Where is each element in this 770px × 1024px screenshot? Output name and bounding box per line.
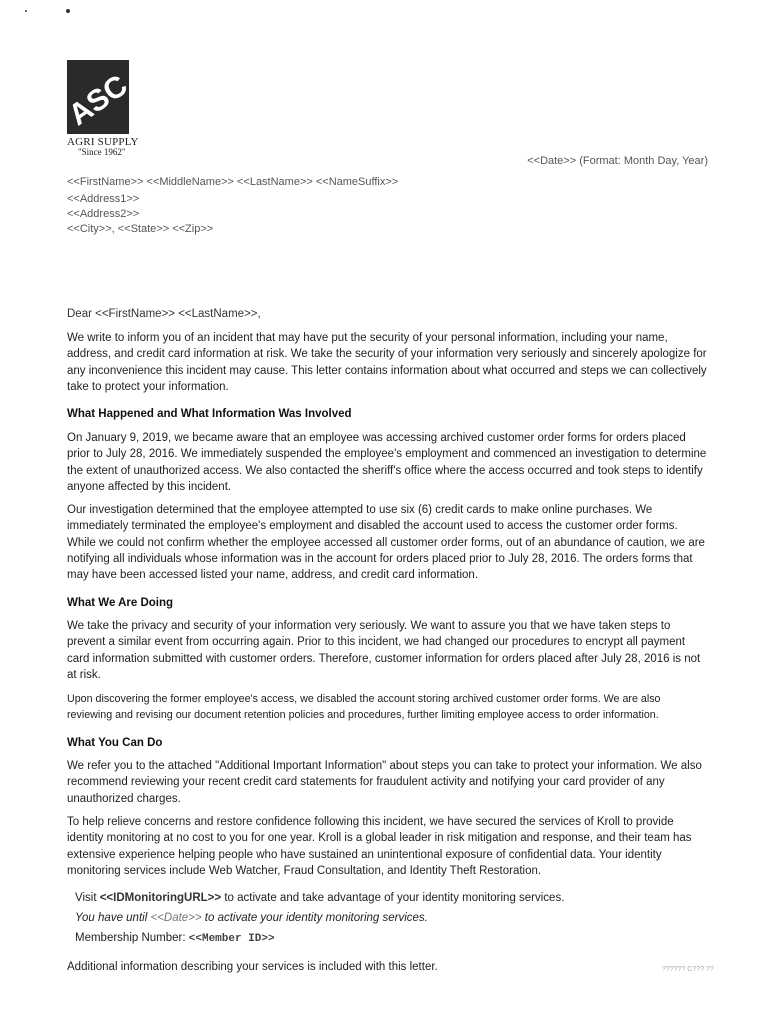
section-heading-what-we-are-doing: What We Are Doing bbox=[67, 597, 174, 609]
until-suffix: to activate your identity monitoring services. bbox=[201, 912, 428, 924]
footer-note: Additional information describing your services is included with this letter. bbox=[67, 961, 438, 973]
address-line-name: <<FirstName>> <<MiddleName>> <<LastName>> <<NameSuffix>> bbox=[67, 176, 399, 188]
monitoring-url[interactable]: <<IDMonitoringURL>> bbox=[99, 892, 222, 904]
membership-label: Membership Number: bbox=[75, 932, 189, 944]
scan-speck bbox=[66, 9, 70, 13]
paragraph-what-we-are-doing-1: We take the privacy and security of your information very seriously. We want to assure you that we have taken steps to prevent a similar event from occurring again. Prior to this incident, we had changed our procedures to encrypt all payment card information submitted with customer orders. Therefore, customer information for orders placed after July 28, 2016 is not at risk. bbox=[67, 620, 701, 681]
section-heading-what-happened: What Happened and What Information Was Involved bbox=[67, 408, 352, 420]
company-since: "Since 1962" bbox=[78, 147, 126, 157]
address-line-1: <<Address1>> bbox=[67, 193, 140, 205]
activation-deadline: <<Date>> bbox=[150, 912, 202, 924]
page-code: ?????? C??? ?? bbox=[662, 966, 714, 973]
logo-mark-text: ASC bbox=[62, 68, 134, 133]
paragraph-what-happened-2: Our investigation determined that the employee attempted to use six (6) credit cards to make online purchases. We immediately terminated the employee's employment and disabled the account used to access the customer order forms. While we could not confirm whether the employee accessed all customer order forms, out of an abundance of caution, we are notifying all individuals whose information was in the account for orders placed prior to July 28, 2016. The orders forms that may have been accessed listed your name, address, and credit card information. bbox=[67, 504, 705, 582]
intro-paragraph: We write to inform you of an incident that may have put the security of your personal information, including your name, address, and credit card information at risk. We take the security of your information very seriously and sincerely apologize for any inconvenience this incident may cause. This letter contains information about what occurred and steps we can collectively take to protect your information. bbox=[67, 332, 707, 393]
company-name: AGRI SUPPLY bbox=[67, 136, 139, 148]
scan-speck bbox=[25, 10, 27, 12]
paragraph-what-you-can-do-2: To help relieve concerns and restore confidence following this incident, we have secured the services of Kroll to provide identity monitoring at no cost to you for one year. Kroll is a global leader in risk mitigation and response, and their team has extensive experience helping people who have sustained an unintentional exposure of confidential data. Your identity monitoring services include Web Watcher, Fraud Consultation, and Identity Theft Restoration. bbox=[67, 816, 692, 877]
visit-prefix: Visit bbox=[75, 892, 100, 904]
address-line-2: <<Address2>> bbox=[67, 208, 140, 220]
until-prefix: You have until bbox=[75, 912, 151, 924]
membership-number: <<Member ID>> bbox=[188, 933, 275, 945]
visit-suffix: to activate and take advantage of your identity monitoring services. bbox=[221, 892, 565, 904]
monitoring-visit-line bbox=[75, 892, 564, 904]
section-heading-what-you-can-do: What You Can Do bbox=[67, 737, 163, 749]
monitoring-deadline-line bbox=[75, 912, 428, 924]
address-line-city: <<City>>, <<State>> <<Zip>> bbox=[67, 223, 214, 235]
paragraph-what-we-are-doing-2: Upon discovering the former employee's access, we disabled the account storing archived customer order forms. We are also reviewing and revising our document retention policies and procedures, further limiting employee access to order information. bbox=[67, 693, 661, 722]
company-logo bbox=[62, 60, 134, 134]
membership-number-line bbox=[75, 932, 275, 945]
salutation: Dear <<FirstName>> <<LastName>>, bbox=[67, 308, 261, 320]
paragraph-what-you-can-do-1: We refer you to the attached "Additional Important Information" about steps you can take to protect your information. We also recommend reviewing your recent credit card statements for fraudulent activity and notifying your card provider of any unauthorized charges. bbox=[67, 760, 702, 805]
paragraph-what-happened-1: On January 9, 2019, we became aware that an employee was accessing archived customer order forms for orders placed prior to July 28, 2016. We immediately suspended the employee's employment and commenced an investigation to determine the extent of unauthorized access. We also contacted the sheriff's office where the access occurred and took steps to identify anyone affected by this incident. bbox=[67, 432, 707, 493]
logo-mark bbox=[62, 60, 134, 134]
letter-date: <<Date>> (Format: Month Day, Year) bbox=[527, 155, 708, 167]
